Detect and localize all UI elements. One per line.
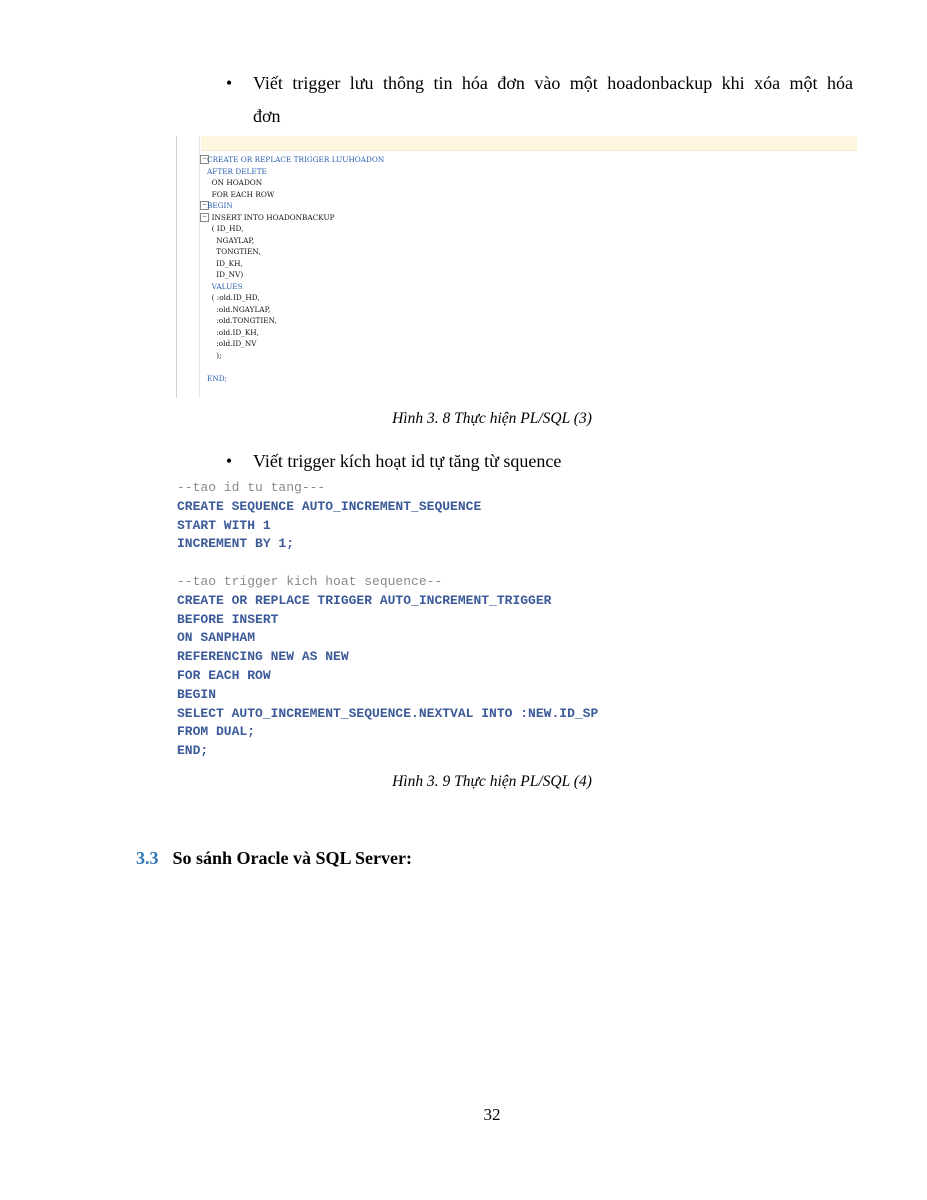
code-line: INSERT INTO HOADONBACKUP [207, 212, 335, 222]
bullet-1-line-2: đơn [253, 106, 281, 126]
code-line: ID_NV) [207, 270, 244, 279]
code-line: TONGTIEN, [207, 247, 261, 256]
fold-toggle-icon: − [201, 155, 208, 162]
code-line: :old.ID_KH, [207, 327, 259, 337]
code-line: ID_KH, [207, 258, 243, 268]
code-line: BEGIN [177, 686, 217, 702]
code-comment: --tao id tu tang--- [177, 480, 326, 495]
section-heading [136, 848, 412, 869]
code-line: :old.TONGTIEN, [207, 316, 277, 325]
code-line: AFTER DELETE [207, 166, 267, 176]
code-line: ON HOADON [207, 178, 263, 187]
code-line: FOR EACH ROW [177, 667, 271, 683]
fold-toggle-icon: − [201, 201, 208, 208]
code-line: FOR EACH ROW [207, 189, 275, 199]
code-line: :old.NGAYLAP, [207, 304, 271, 314]
sequence-code-block [177, 479, 598, 761]
code-line: BEGIN [207, 201, 233, 210]
code-line: INCREMENT BY 1; [177, 536, 295, 552]
code-line: ( ID_HD, [207, 224, 244, 233]
code-line: SELECT AUTO_INCREMENT_SEQUENCE.NEXTVAL INTO :NEW.ID_SP [177, 705, 599, 721]
fold-toggle-icon: − [201, 213, 208, 220]
page-number: 32 [483, 1105, 501, 1124]
section-number: 3.3 [136, 848, 159, 868]
code-line: START WITH 1 [177, 517, 271, 533]
code-line: END; [177, 743, 209, 759]
code-line: ( :old.ID_HD, [207, 293, 260, 302]
bullet-2-text: Viết trigger kích hoạt id tự tăng từ squence [253, 451, 562, 471]
code-line: CREATE OR REPLACE TRIGGER LUUHOADON [207, 155, 385, 164]
figure-caption: Hình 3. 9 Thực hiện PL/SQL (4) [392, 773, 592, 790]
code-line: NGAYLAP, [207, 235, 255, 245]
figure-caption: Hình 3. 8 Thực hiện PL/SQL (3) [392, 410, 592, 427]
code-line: ); [207, 350, 222, 360]
section-title: So sánh Oracle và SQL Server: [172, 848, 412, 868]
bullet-dot: • [226, 451, 233, 471]
code-line: CREATE OR REPLACE TRIGGER AUTO_INCREMENT_TRIGGER [177, 592, 552, 608]
code-line: FROM DUAL; [177, 724, 256, 740]
code-line: ON SANPHAM [177, 630, 256, 646]
trigger-code-block [207, 154, 384, 384]
bullet-dot: • [226, 73, 233, 93]
code-line: VALUES [207, 281, 243, 291]
current-line-highlight [201, 136, 857, 151]
code-line: REFERENCING NEW AS NEW [177, 649, 349, 665]
code-comment: --tao trigger kich hoat sequence-- [177, 573, 443, 589]
code-line: BEFORE INSERT [177, 611, 279, 627]
code-line: :old.ID_NV [207, 339, 257, 348]
code-line: CREATE SEQUENCE AUTO_INCREMENT_SEQUENCE [177, 498, 482, 514]
code-line: END; [207, 373, 228, 383]
bullet-1-line-1: Viết trigger lưu thông tin hóa đơn vào một hoadonbackup khi xóa một hóa [253, 73, 853, 93]
code-screenshot-1 [176, 136, 857, 398]
editor-gutter [199, 136, 200, 398]
